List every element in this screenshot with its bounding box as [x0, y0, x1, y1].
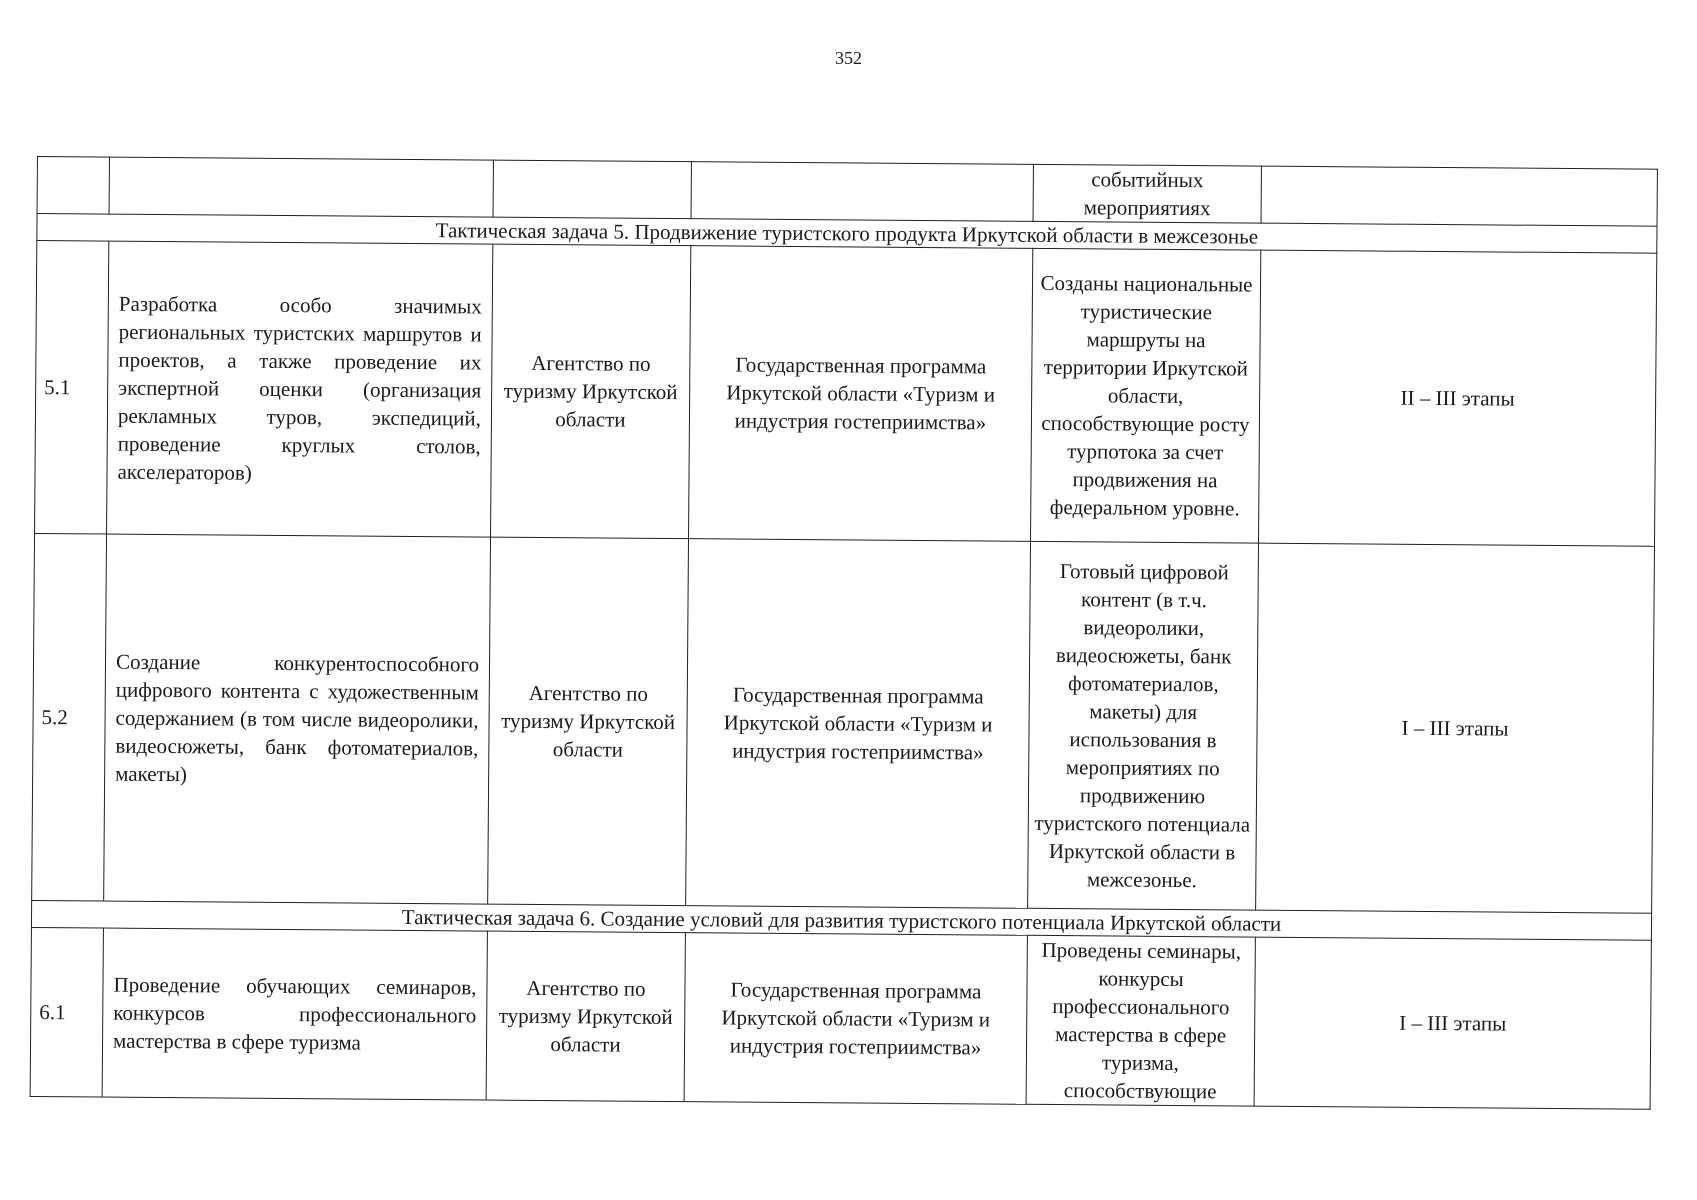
- table-row: [35, 241, 1657, 547]
- section-heading-task6: Тактическая задача 6. Создание условий для развития туристского потенциала Иркутской области: [31, 900, 1651, 940]
- executor: Агентство по туризму Иркутской области: [491, 244, 691, 539]
- table-row: [30, 927, 1651, 1109]
- measure-description: Создание конкурентоспособного цифрового контента с художественным содержанием (в том числе видеоролики, видеосюжеты, банк фотоматериалов, макеты): [104, 534, 491, 904]
- program-cell: [691, 162, 1033, 222]
- measure-description: Проведение обучающих семинаров, конкурсов профессионального мастерства в сфере туризма: [102, 928, 487, 1100]
- stage: I – III этапы: [1254, 937, 1651, 1109]
- row-number: 5.2: [32, 533, 107, 901]
- executor: Агентство по туризму Иркутской области: [486, 931, 685, 1102]
- stage-cell: [1261, 166, 1657, 226]
- measure-description: Разработка особо значимых региональных туристских маршрутов и проектов, а также проведение их экспертной оценки (организация рекламных туров, экспедиций, проведение круглых столов, акселераторов): [107, 241, 493, 537]
- executor-cell: [493, 160, 691, 219]
- measures-table: [30, 156, 1658, 1110]
- program: Государственная программа Иркутской области «Туризм и индустрия гостеприимства»: [689, 246, 1033, 542]
- stage: II – III этапы: [1258, 250, 1656, 546]
- program: Государственная программа Иркутской области «Туризм и индустрия гостеприимства»: [684, 933, 1027, 1105]
- row-number: 6.1: [30, 927, 103, 1097]
- row-number: 5.1: [35, 241, 109, 535]
- stage: I – III этапы: [1256, 543, 1655, 913]
- expected-result: Созданы национальные туристические маршруты на территории Иркутской области, способствующие росту турпотока за счет продвижения на федеральном уровне.: [1031, 248, 1261, 543]
- executor: Агентство по туризму Иркутской области: [488, 537, 689, 906]
- num-cell: [37, 157, 109, 215]
- section-heading-task5: Тактическая задача 5. Продвижение туристского продукта Иркутской области в межсезонье: [37, 214, 1657, 254]
- description-cell: [109, 157, 493, 217]
- page-number: 352: [835, 48, 862, 68]
- expected-result: Проведены семинары, конкурсы профессионального мастерства в сфере туризма, способствующие: [1026, 935, 1255, 1106]
- result-cell: событийных мероприятиях: [1033, 164, 1261, 223]
- table-row: [32, 533, 1655, 913]
- expected-result: Готовый цифровой контент (в т.ч. видеоролики, видеосюжеты, банк фотоматериалов, макеты) для использования в мероприятиях по продвижению туристского потенциала Иркутской области в межсезонье.: [1028, 541, 1259, 910]
- program: Государственная программа Иркутской области «Туризм и индустрия гостеприимства»: [686, 539, 1031, 909]
- measures-table-container: [30, 156, 1657, 1110]
